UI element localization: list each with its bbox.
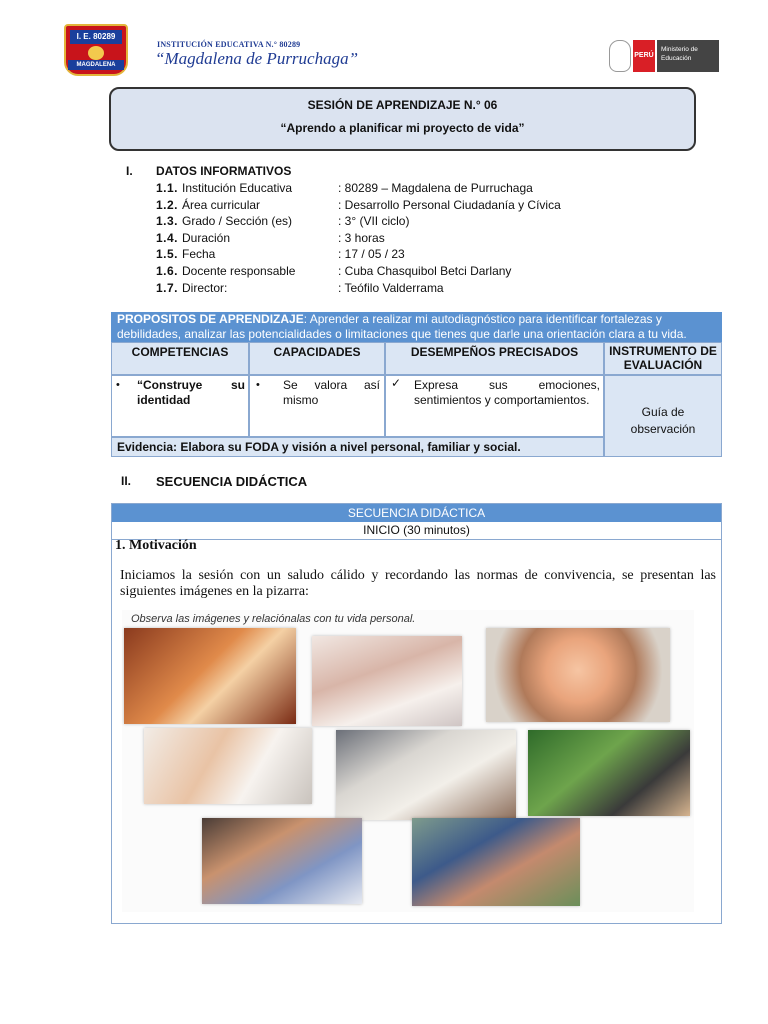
- propositos-row: [111, 312, 722, 342]
- young-man-studying-photo: [202, 818, 362, 904]
- fetus-photo: [124, 628, 296, 724]
- session-subtitle: “Aprendo a planificar mi proyecto de vida”: [280, 121, 525, 135]
- newborn-photo: [312, 636, 462, 726]
- bullet-icon: •: [256, 379, 260, 391]
- shield-top-text: I. E. 80289: [70, 30, 122, 44]
- info-label: Docente responsable: [182, 263, 296, 278]
- teen-reading-photo: [528, 730, 690, 816]
- secuencia-header: SECUENCIA DIDÁCTICA: [112, 504, 721, 522]
- competencia-text: “Construye su identidad: [137, 378, 245, 407]
- info-row: [156, 263, 295, 280]
- evidencia-row: Evidencia: Elabora su FODA y visión a nivel personal, familiar y social.: [111, 437, 604, 457]
- bullet-icon: •: [116, 379, 120, 391]
- motivation-heading: 1. Motivación: [115, 538, 197, 553]
- institution-name: “Magdalena de Purruchaga”: [155, 49, 359, 68]
- motivation-paragraph: Iniciamos la sesión con un saludo cálido y recordando las normas de convivencia, se presentan las siguientes imágenes en la pizarra:: [120, 568, 716, 599]
- child-writing-photo: [336, 730, 516, 820]
- header-capacidades: CAPACIDADES: [249, 342, 385, 375]
- info-label: Duración: [182, 230, 231, 245]
- info-value: : 3° (VII ciclo): [338, 214, 410, 229]
- info-value: : 17 / 05 / 23: [338, 247, 405, 262]
- ministry-country: PERÚ: [633, 40, 655, 72]
- info-row: [156, 213, 295, 230]
- info-value: : 3 horas: [338, 230, 385, 245]
- section1-numeral: I.: [126, 164, 133, 178]
- info-num: 1.4.: [156, 230, 179, 245]
- info-values: [338, 180, 561, 296]
- instrumento-cell: [604, 375, 722, 457]
- ministry-logo: [607, 38, 719, 74]
- doctor-family-photo: [412, 818, 580, 906]
- baby-laptop-photo: [144, 728, 312, 804]
- info-num: 1.7.: [156, 280, 179, 295]
- school-shield-logo: [64, 24, 128, 76]
- collage-caption: Observa las imágenes y relaciónalas con tu vida personal.: [131, 613, 416, 625]
- session-title-box: [109, 87, 696, 151]
- info-num: 1.5.: [156, 247, 179, 262]
- propositos-text: : Aprender a realizar mi autodiagnóstico para identificar fortalezas y debilidades, analizar las potencialidades o limitaciones que tienes que darle una orientación clara a tu vida.: [117, 312, 687, 341]
- info-row: [156, 246, 295, 263]
- desempeno-cell: [385, 375, 604, 437]
- capacidad-cell: [249, 375, 385, 437]
- header-instrumento: INSTRUMENTO DE EVALUACIÓN: [604, 342, 722, 375]
- secuencia-table: [111, 503, 722, 924]
- photo-collage: [122, 610, 694, 912]
- header-competencias: COMPETENCIAS: [111, 342, 249, 375]
- shield-bottom-text: MAGDALENA: [68, 60, 124, 70]
- info-label: Área curricular: [182, 197, 261, 212]
- info-row: [156, 180, 295, 197]
- propositos-label: PROPOSITOS DE APRENDIZAJE: [117, 312, 304, 326]
- info-row: [156, 230, 295, 247]
- competencia-cell: [111, 375, 249, 437]
- smiling-baby-photo: [486, 628, 670, 722]
- info-value: : 80289 – Magdalena de Purruchaga: [338, 181, 533, 195]
- shield-emblem-icon: [88, 46, 104, 60]
- session-title: SESIÓN DE APRENDIZAJE N.° 06: [307, 98, 498, 112]
- info-label: Director:: [182, 280, 228, 295]
- desempeno-text: Expresa sus emociones, sentimientos y comportamientos.: [414, 378, 600, 407]
- ministry-name: Ministerio de Educación: [657, 40, 719, 72]
- info-num: 1.2.: [156, 197, 179, 212]
- info-value: : Desarrollo Personal Ciudadanía y Cívica: [338, 197, 561, 212]
- info-row: [156, 280, 295, 297]
- check-icon: ✓: [391, 376, 402, 390]
- section2-heading: SECUENCIA DIDÁCTICA: [156, 474, 308, 489]
- section1-heading: DATOS INFORMATIVOS: [156, 164, 292, 178]
- info-num: 1.6.: [156, 263, 179, 278]
- info-value: : Cuba Chasquibol Betci Darlany: [338, 263, 512, 278]
- info-label: Fecha: [182, 247, 216, 262]
- phase-label: INICIO (30 minutos): [112, 522, 721, 540]
- info-label: Grado / Sección (es): [182, 214, 293, 229]
- info-labels: [156, 180, 295, 296]
- info-value: : Teófilo Valderrama: [338, 280, 444, 295]
- header-desempenos: DESEMPEÑOS PRECISADOS: [385, 342, 604, 375]
- info-num: 1.3.: [156, 214, 179, 229]
- instrumento-text: Guía de observación: [630, 405, 696, 436]
- capacidad-text: Se valora así mismo: [283, 378, 380, 407]
- info-row: [156, 197, 295, 214]
- peru-crest-icon: [609, 40, 631, 72]
- institution-line: INSTITUCIÓN EDUCATIVA N.° 80289: [157, 40, 301, 49]
- info-num: 1.1.: [156, 181, 179, 195]
- section2-numeral: II.: [121, 474, 132, 488]
- info-label: Institución Educativa: [182, 181, 293, 195]
